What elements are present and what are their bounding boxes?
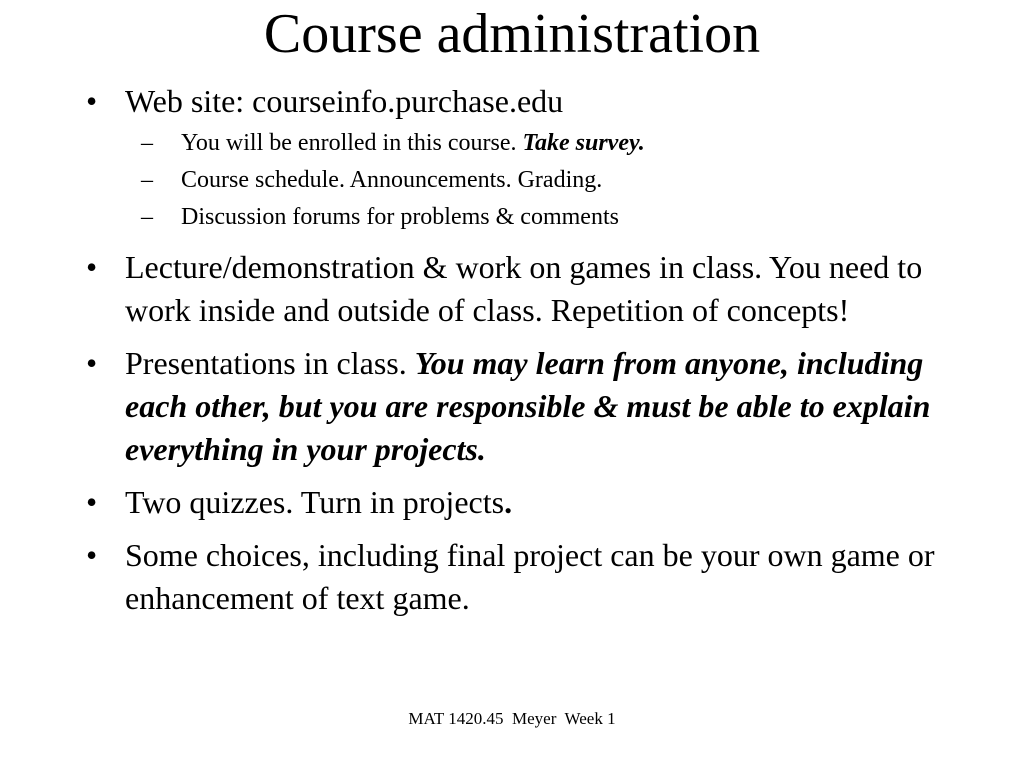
bullet-quizzes <box>86 481 986 524</box>
sub-bullet-enrolled <box>135 125 986 162</box>
sub-bullet-text: You will be enrolled in this course. <box>181 130 523 156</box>
emphasis-text: Take survey. <box>522 130 645 156</box>
bullet-choices <box>86 534 986 620</box>
sub-bullet-schedule <box>135 162 986 199</box>
sub-bullet-forums <box>135 199 986 236</box>
bullet-text: Some choices, including final project can be your own game or enhancement of text game. <box>125 537 935 616</box>
bullet-text: Web site: courseinfo.purchase.edu <box>125 83 564 119</box>
bullet-text: Presentations in class. <box>125 345 415 381</box>
sub-bullet-text: Discussion forums for problems & comments <box>181 204 619 230</box>
slide-footer: MAT 1420.45 Meyer Week 1 <box>408 709 616 728</box>
bullet-lecture <box>86 246 986 332</box>
sub-bullet-list <box>125 125 986 236</box>
sub-bullet-text: Course schedule. Announcements. Grading. <box>181 167 603 193</box>
bullet-presentations <box>86 342 986 471</box>
bullet-list <box>86 80 986 630</box>
bullet-text: Lecture/demonstration & work on games in class. You need to work inside and outside of class. Repetition of concepts! <box>125 249 923 328</box>
emphasis-text: You may learn from anyone, including each other, but you are responsible & must be able to explain everything in your projects. <box>125 345 931 467</box>
bullet-website <box>86 80 986 236</box>
slide-title: Course administration <box>263 3 761 65</box>
bullet-text: Two quizzes. Turn in projects <box>125 484 505 520</box>
emphasis-text: . <box>504 484 513 520</box>
